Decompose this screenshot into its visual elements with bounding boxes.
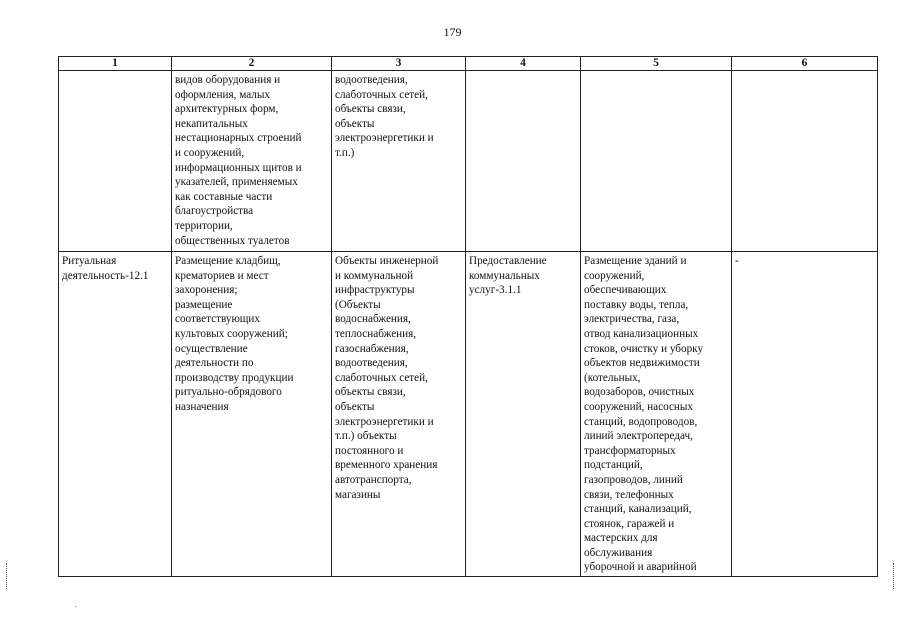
scan-edge-mark-left [6, 563, 8, 589]
table-cell-aux-use-type: Предоставление коммунальных услуг-3.1.1 [466, 252, 581, 577]
column-header-1: 1 [59, 57, 172, 71]
land-use-table [58, 56, 878, 577]
table-row-ritual-activity [59, 252, 878, 577]
column-header-3: 3 [332, 57, 466, 71]
table-cell-permitted-objects: Объекты инженерной и коммунальной инфраструктуры (Объекты водоснабжения, теплоснабжения, газоснабжения, водоотведения, слаботочных сетей, объекты связи, объекты электроэнергетики и т.п.) объекты постоянного и временного хранения автотранспорта, магазины [332, 252, 466, 577]
table-row-continuation [59, 71, 878, 252]
table-cell-use-type: Ритуальная деятельность-12.1 [59, 252, 172, 577]
table-cell-aux-description: Размещение зданий и сооружений, обеспечивающих поставку воды, тепла, электричества, газа, отвод канализационных стоков, очистку и уборку объектов недвижимости (котельных, водозаборов, очистных сооружений, насосных станций, водопроводов, линий электропередач, трансформаторных подстанций, газопроводов, линий связи, телефонных станций, канализаций, стоянок, гаражей и мастерских для обслуживания уборочной и аварийной [581, 252, 732, 577]
column-header-5: 5 [581, 57, 732, 71]
table-cell-use-type [59, 71, 172, 252]
table-cell-description: Размещение кладбищ, крематориев и мест захоронения; размещение соответствующих культовых сооружений; осуществление деятельности по производству продукции ритуально-обрядового назначения [172, 252, 332, 577]
column-header-2: 2 [172, 57, 332, 71]
scan-speck [75, 606, 76, 607]
table-cell-permitted-objects: водоотведения, слаботочных сетей, объекты связи, объекты электроэнергетики и т.п.) [332, 71, 466, 252]
table-cell-description: видов оборудования и оформления, малых архитектурных форм, некапитальных нестационарных строений и сооружений, информационных щитов и указателей, применяемых как составные части благоустройства территории, общественных туалетов [172, 71, 332, 252]
table-cell-aux-description [581, 71, 732, 252]
header-row [59, 57, 878, 71]
table-cell-aux-use-type [466, 71, 581, 252]
table-cell-notes [732, 71, 878, 252]
page-number: 179 [443, 25, 462, 39]
scan-edge-mark-right [893, 563, 895, 589]
column-header-4: 4 [466, 57, 581, 71]
column-header-6: 6 [732, 57, 878, 71]
table-cell-notes: - [732, 252, 878, 577]
